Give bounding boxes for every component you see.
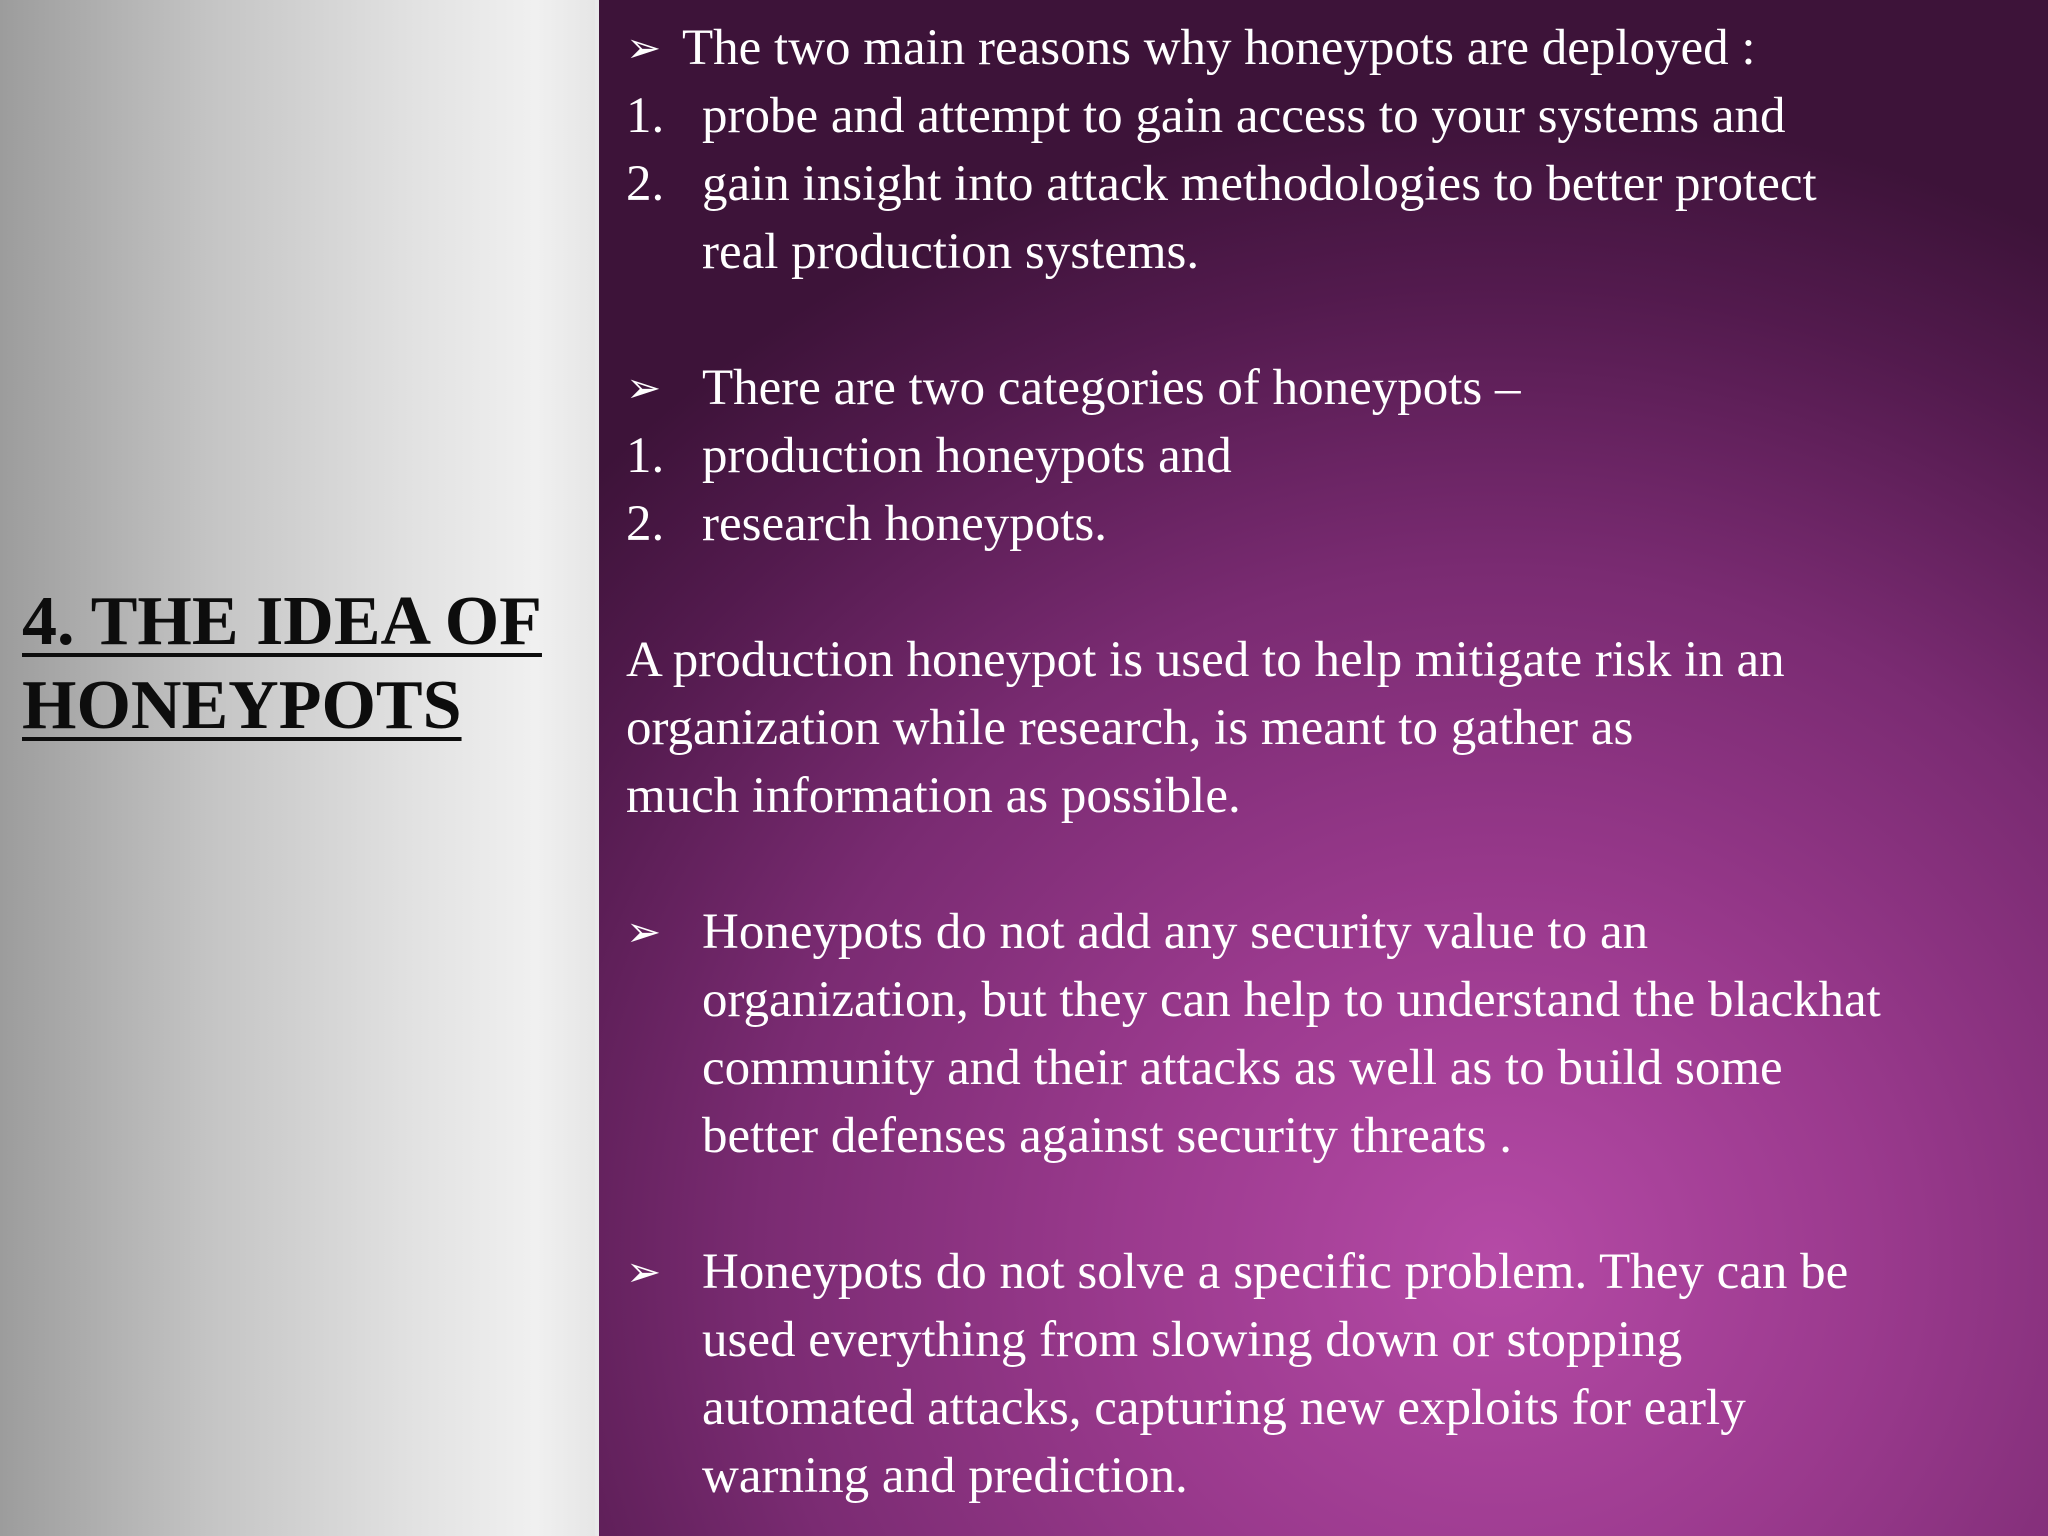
paragraph-line: A production honeypot is used to help mitigate risk in an — [626, 632, 1785, 688]
bullet-reasons-heading — [626, 14, 2031, 82]
arrow-bullet-icon: ➢ — [626, 907, 662, 956]
bullet-categories-heading — [626, 354, 2031, 422]
list-item-text: real production systems. — [702, 224, 1200, 280]
list-number: 2. — [626, 156, 665, 212]
slide-title-line-1: 4. THE IDEA OF — [22, 583, 542, 660]
bullet-text: community and their attacks as well as to build some — [702, 1040, 1783, 1096]
bullet-continuation — [626, 1306, 2031, 1374]
list-item — [626, 82, 2031, 150]
bullet-text: automated attacks, capturing new exploits for early — [702, 1380, 1746, 1436]
bullet-continuation — [626, 1374, 2031, 1442]
bullet-continuation — [626, 1034, 2031, 1102]
list-item-text: gain insight into attack methodologies to better protect — [702, 156, 1817, 212]
arrow-bullet-icon: ➢ — [626, 363, 662, 412]
bullet-text: better defenses against security threats . — [702, 1108, 1513, 1164]
slide-content — [626, 14, 2031, 1510]
bullet-continuation — [626, 1442, 2031, 1510]
bullet-continuation — [626, 1102, 2031, 1170]
arrow-bullet-icon: ➢ — [626, 23, 662, 72]
bullet-text: warning and prediction. — [702, 1448, 1188, 1504]
bullet-specific-problem — [626, 1238, 2031, 1306]
title-panel — [0, 0, 595, 1536]
bullet-continuation — [626, 966, 2031, 1034]
arrow-bullet-icon: ➢ — [626, 1247, 662, 1296]
list-number: 2. — [626, 496, 665, 552]
bullet-text: The two main reasons why honeypots are deployed : — [682, 20, 1756, 76]
list-item — [626, 422, 2031, 490]
bullet-text: organization, but they can help to understand the blackhat — [702, 972, 1881, 1028]
paragraph-line: organization while research, is meant to gather as — [626, 700, 1634, 756]
list-number: 1. — [626, 88, 665, 144]
list-item — [626, 490, 2031, 558]
list-number: 1. — [626, 428, 665, 484]
bullet-text: used everything from slowing down or stopping — [702, 1312, 1683, 1368]
bullet-text: There are two categories of honeypots – — [702, 360, 1521, 416]
bullet-text: Honeypots do not solve a specific problem. They can be — [702, 1244, 1849, 1300]
list-item-text: research honeypots. — [702, 496, 1108, 552]
list-item-text: production honeypots and — [702, 428, 1232, 484]
slide-title — [22, 580, 582, 748]
list-item-continuation — [626, 218, 2031, 286]
paragraph-line: much information as possible. — [626, 768, 1241, 824]
slide-title-line-2: HONEYPOTS — [22, 667, 462, 744]
list-item-text: probe and attempt to gain access to your systems and — [702, 88, 1786, 144]
list-item — [626, 150, 2031, 218]
bullet-text: Honeypots do not add any security value to an — [702, 904, 1649, 960]
bullet-security-value — [626, 898, 2031, 966]
